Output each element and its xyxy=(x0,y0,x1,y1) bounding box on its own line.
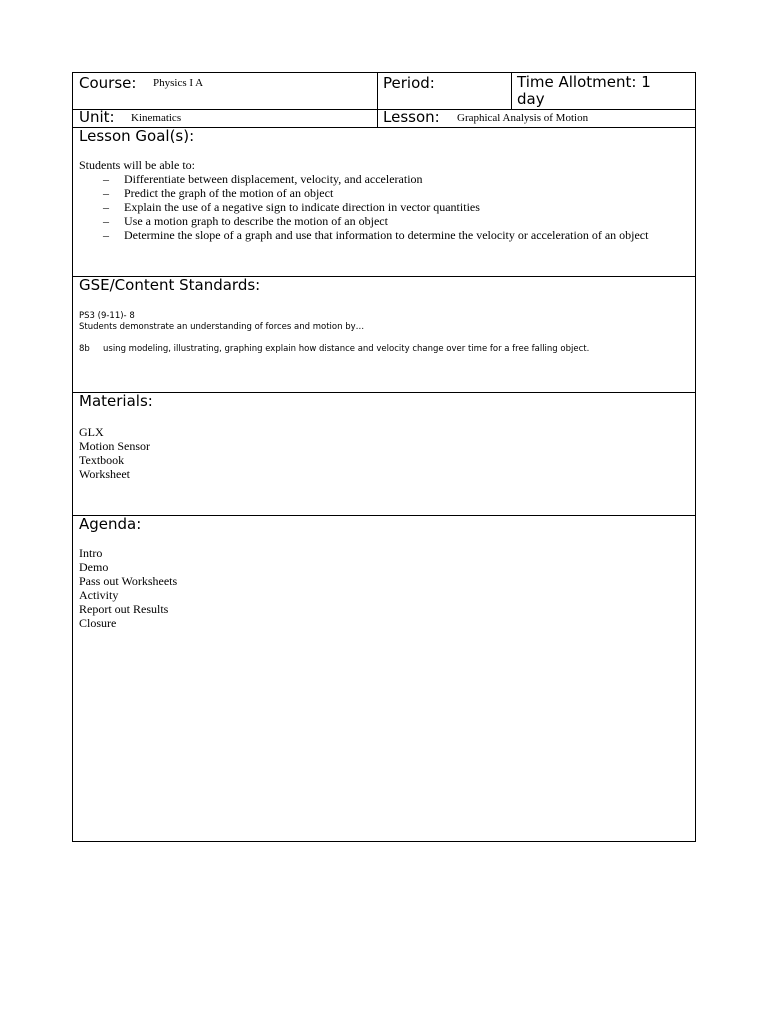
unit-label: Unit: xyxy=(79,108,115,126)
course-label: Course: xyxy=(79,74,137,92)
list-item: Textbook xyxy=(79,453,125,467)
time-allotment-cell xyxy=(512,73,696,109)
list-item: GLX xyxy=(79,425,104,439)
lesson-goals-section xyxy=(73,128,694,276)
list-item: Pass out Worksheets xyxy=(79,574,178,588)
list-item: – Predict the graph of the motion of an object xyxy=(79,186,689,200)
list-item: Activity xyxy=(79,588,119,602)
standards-title: GSE/Content Standards: xyxy=(79,276,261,294)
course-cell xyxy=(73,73,377,109)
time-allotment-label: Time Allotment: xyxy=(517,73,637,91)
materials-title: Materials: xyxy=(79,392,153,410)
list-item: – Differentiate between displacement, velocity, and acceleration xyxy=(79,172,689,186)
agenda-section xyxy=(73,516,694,840)
lesson-plan-table xyxy=(72,72,696,842)
list-item: – Determine the slope of a graph and use that information to determine the velocity or acceleration of an object xyxy=(79,228,689,242)
standards-statement: Students demonstrate an understanding of forces and motion by… xyxy=(79,322,365,332)
course-value: Physics I A xyxy=(153,77,204,89)
lesson-goals-intro: Students will be able to: xyxy=(79,158,195,172)
time-allotment-value: 1 xyxy=(641,73,651,91)
agenda-title: Agenda: xyxy=(79,515,142,533)
unit-value: Kinematics xyxy=(131,112,182,124)
unit-cell xyxy=(73,110,377,127)
lesson-cell xyxy=(378,110,696,127)
standards-code: PS3 (9-11)- 8 xyxy=(79,311,135,321)
list-item: – Use a motion graph to describe the motion of an object xyxy=(79,214,689,228)
list-item: Demo xyxy=(79,560,109,574)
lesson-value: Graphical Analysis of Motion xyxy=(457,112,589,124)
list-item: Worksheet xyxy=(79,467,131,481)
list-item: Motion Sensor xyxy=(79,439,151,453)
list-item: Closure xyxy=(79,616,117,630)
standards-sub-code: 8b xyxy=(79,344,90,354)
standards-section xyxy=(73,277,694,392)
period-label: Period: xyxy=(383,74,435,92)
lesson-label: Lesson: xyxy=(383,108,440,126)
list-item: Report out Results xyxy=(79,602,169,616)
standards-sub-text: using modeling, illustrating, graphing explain how distance and velocity change over time for a free falling object. xyxy=(103,344,590,354)
lesson-goals-list xyxy=(79,172,689,242)
materials-section xyxy=(73,393,694,515)
period-cell xyxy=(378,73,511,109)
time-allotment-unit: day xyxy=(517,90,545,108)
list-item: Intro xyxy=(79,546,103,560)
list-item: – Explain the use of a negative sign to indicate direction in vector quantities xyxy=(79,200,689,214)
lesson-goals-title: Lesson Goal(s): xyxy=(79,127,195,145)
